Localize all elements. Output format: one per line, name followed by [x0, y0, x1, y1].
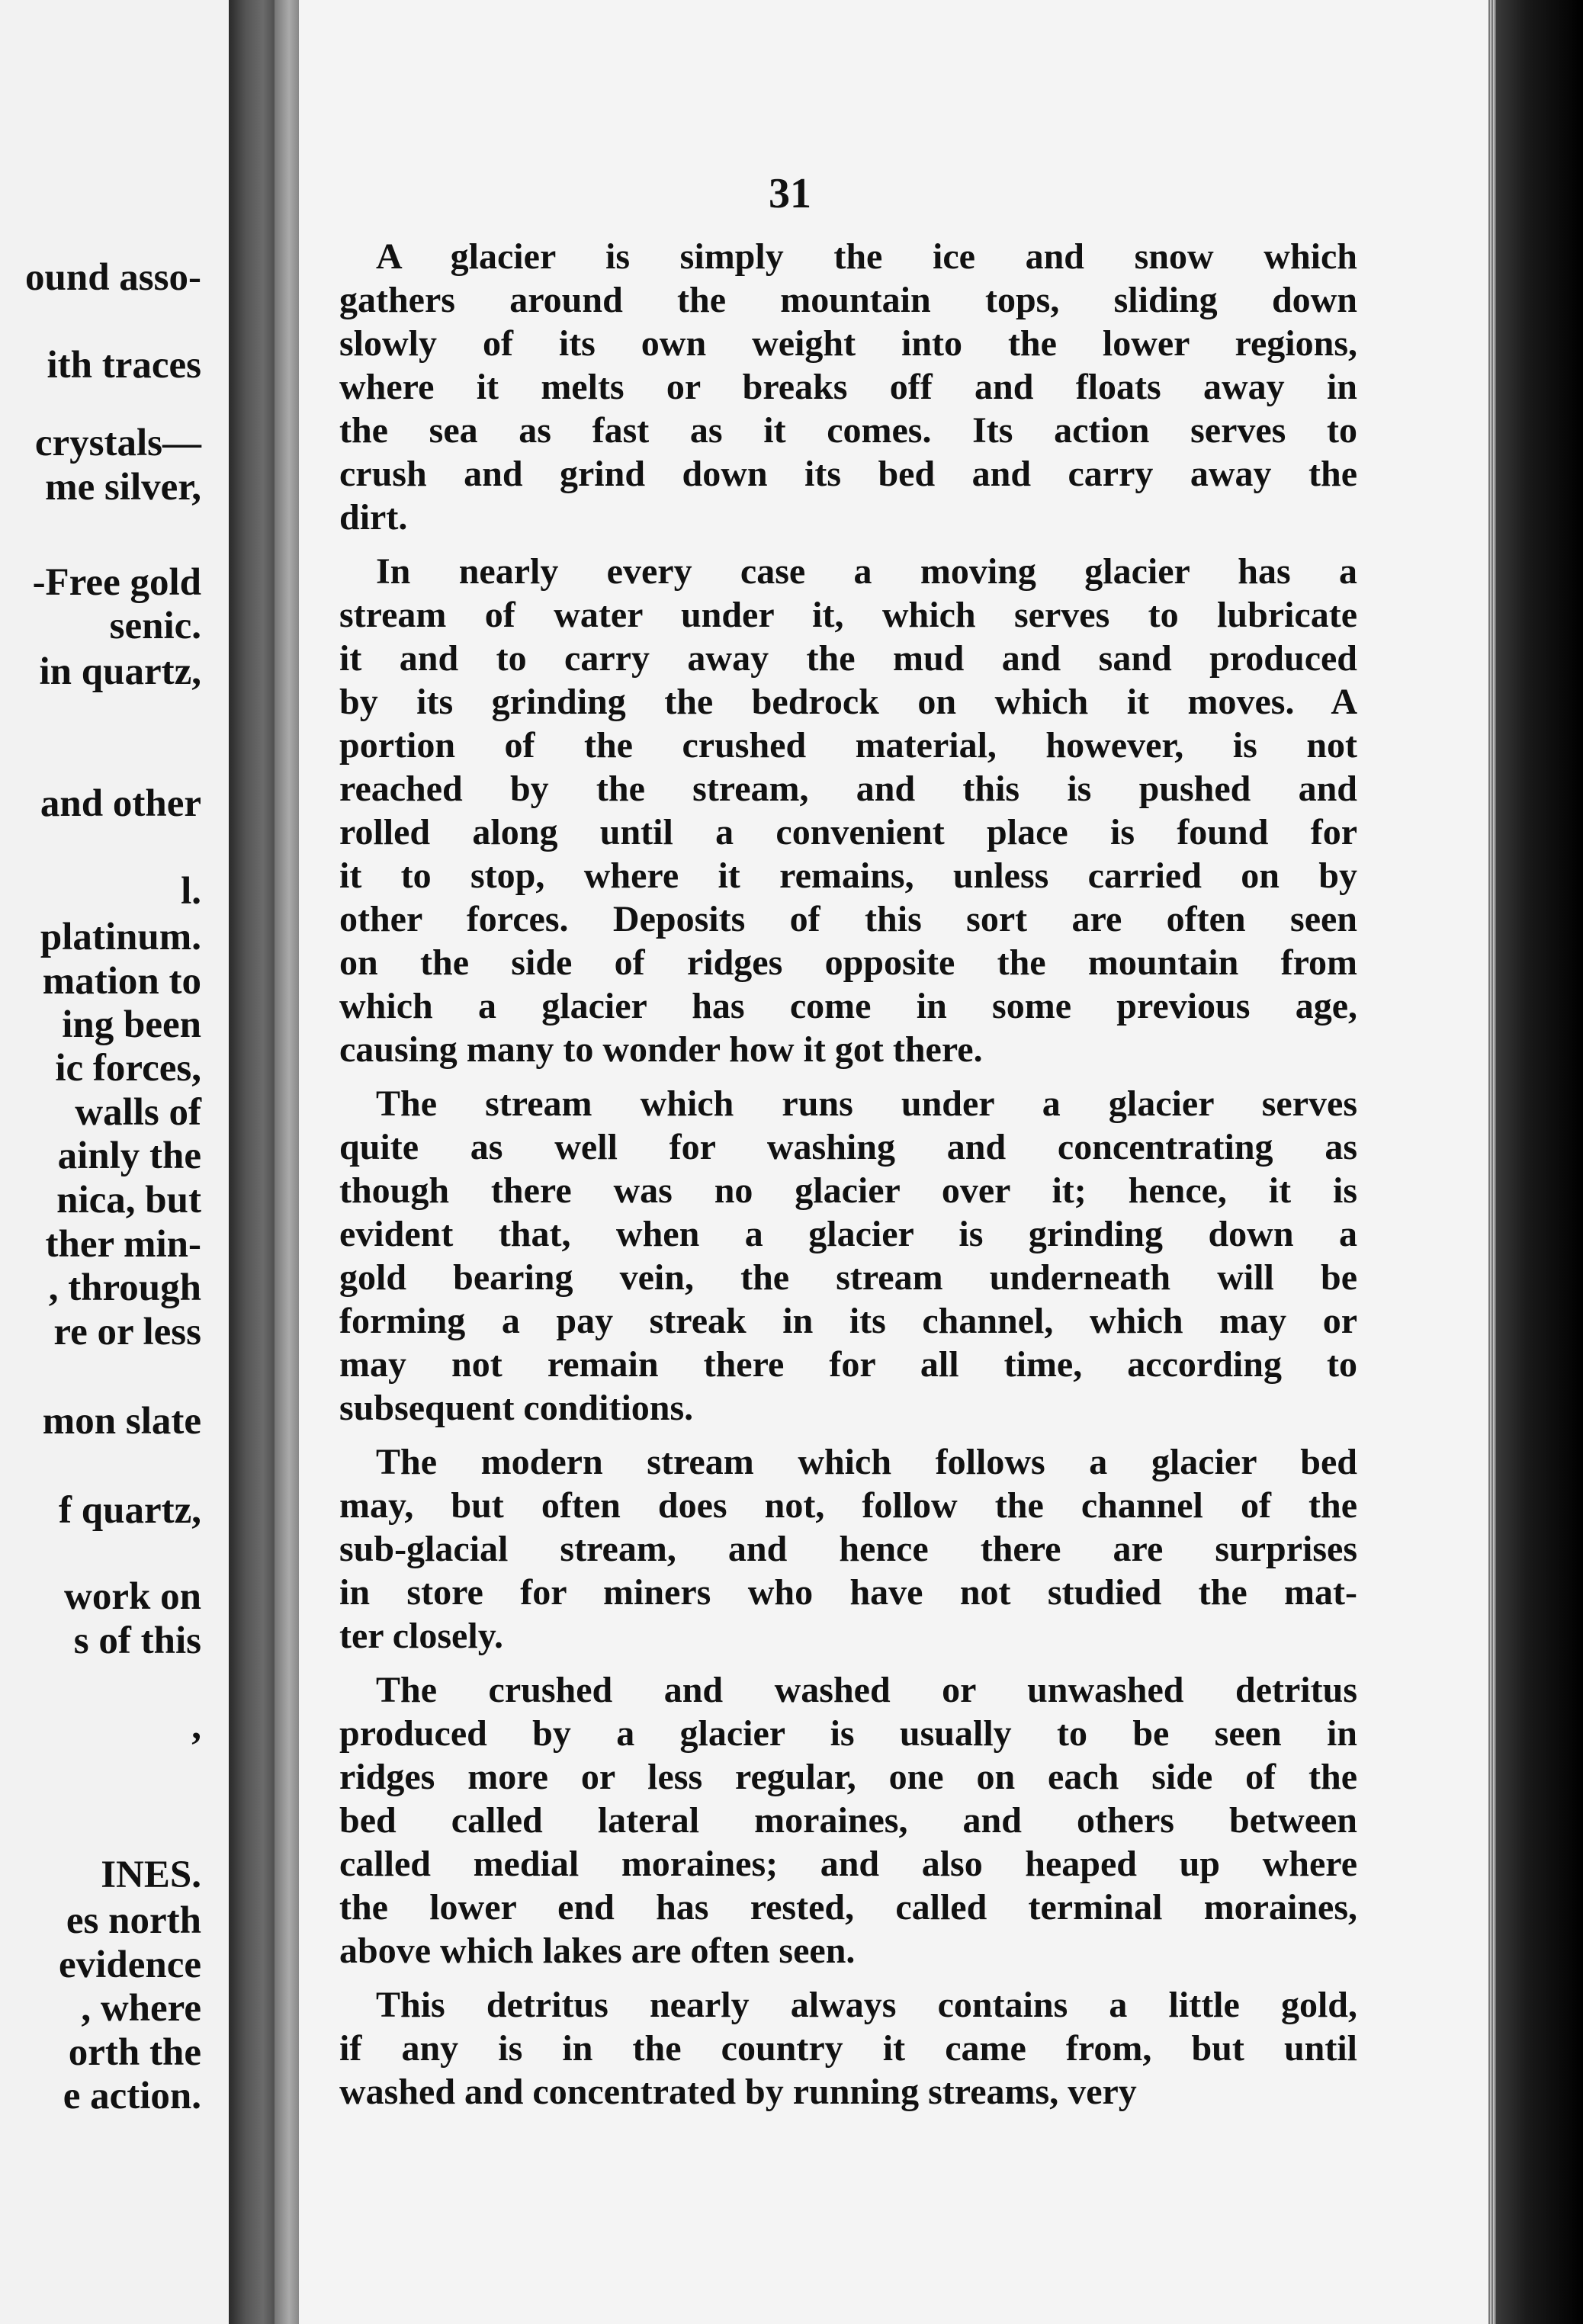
text-line: reached by the stream, and this is pushed and — [339, 769, 1357, 809]
text-line: other forces. Deposits of this sort are often seen — [339, 899, 1357, 939]
left-page-line: ainly the — [57, 1135, 201, 1177]
text-line: it to stop, where it remains, unless carried on by — [339, 855, 1357, 896]
left-page-line: l. — [181, 870, 201, 913]
text-line: bed called lateral moraines, and others between — [339, 1800, 1357, 1841]
text-line: above which lakes are often seen. — [339, 1931, 856, 1971]
left-page-line: in quartz, — [39, 650, 201, 693]
text-line: by its grinding the bedrock on which it moves. A — [339, 682, 1357, 722]
left-page-line: f quartz, — [59, 1489, 201, 1532]
left-page-line: orth the — [68, 2031, 201, 2074]
text-line: The modern stream which follows a glacier bed — [376, 1442, 1357, 1482]
paragraph — [339, 1440, 1357, 1658]
paragraph — [339, 550, 1357, 1071]
left-page-line: senic. — [109, 605, 201, 647]
text-line: portion of the crushed material, however, is not — [339, 725, 1357, 766]
text-line: the lower end has rested, called terminal moraines, — [339, 1887, 1357, 1928]
left-page-line: , through — [48, 1266, 201, 1309]
left-page-line: ing been — [62, 1003, 201, 1046]
text-line: rolled along until a convenient place is found for — [339, 812, 1357, 852]
text-line: This detritus nearly always contains a little gold, — [376, 1985, 1357, 2025]
left-page-line: and other — [40, 782, 201, 825]
text-line: sub-glacial stream, and hence there are surprises — [339, 1529, 1357, 1569]
text-line: in store for miners who have not studied the mat- — [339, 1572, 1357, 1613]
text-line: called medial moraines; and also heaped up where — [339, 1844, 1357, 1884]
left-page-line: nica, but — [56, 1179, 201, 1221]
left-facing-page — [0, 0, 229, 2324]
left-page-line: me silver, — [45, 466, 201, 509]
left-page-line: , — [191, 1705, 201, 1748]
paragraph — [339, 1983, 1357, 2114]
text-line: though there was no glacier over it; hence, it is — [339, 1170, 1357, 1211]
text-line: The stream which runs under a glacier serves — [376, 1083, 1357, 1124]
left-page-line: INES. — [101, 1854, 201, 1896]
left-page-line: platinum. — [40, 916, 201, 958]
left-page-line: crystals— — [34, 422, 201, 464]
left-page-line: ound asso- — [24, 256, 201, 299]
left-page-line: mon slate — [42, 1400, 201, 1443]
text-line: gathers around the mountain tops, sliding down — [339, 280, 1357, 320]
left-page-line: ic forces, — [55, 1047, 201, 1090]
text-line: In nearly every case a moving glacier has a — [376, 551, 1357, 592]
left-page-line: ith traces — [47, 344, 201, 387]
left-page-line: work on — [64, 1575, 201, 1618]
text-line: quite as well for washing and concentrating as — [339, 1127, 1357, 1167]
text-line: forming a pay streak in its channel, which may or — [339, 1301, 1357, 1341]
text-line: the sea as fast as it comes. Its action serves to — [339, 410, 1357, 451]
gutter-highlight — [275, 0, 299, 2324]
left-page-line: evidence — [59, 1944, 201, 1986]
text-line: may not remain there for all time, according to — [339, 1344, 1357, 1385]
text-line: where it melts or breaks off and floats away in — [339, 367, 1357, 407]
paragraph — [339, 1082, 1357, 1430]
text-line: on the side of ridges opposite the mountain from — [339, 942, 1357, 983]
text-line: evident that, when a glacier is grinding down a — [339, 1214, 1357, 1254]
right-margin-shadow — [1496, 0, 1583, 2324]
left-page-line: es north — [66, 1899, 201, 1942]
left-page-line: s of this — [73, 1619, 201, 1662]
left-page-line: mation to — [42, 960, 201, 1003]
left-page-line: re or less — [53, 1311, 201, 1353]
paragraph — [339, 1668, 1357, 1973]
left-page-line: , where — [81, 1987, 201, 2030]
text-line: which a glacier has come in some previous age, — [339, 986, 1357, 1026]
text-line: causing many to wonder how it got there. — [339, 1029, 983, 1070]
text-line: dirt. — [339, 497, 408, 538]
text-line: produced by a glacier is usually to be seen in — [339, 1713, 1357, 1754]
text-line: A glacier is simply the ice and snow which — [376, 236, 1357, 277]
text-line: subsequent conditions. — [339, 1388, 694, 1428]
text-line: it and to carry away the mud and sand produced — [339, 638, 1357, 679]
text-line: washed and concentrated by running streams, very — [339, 2072, 1137, 2112]
text-line: stream of water under it, which serves to lubricate — [339, 595, 1357, 635]
left-page-line: walls of — [75, 1091, 201, 1134]
paragraph — [339, 235, 1357, 539]
page-number: 31 — [769, 170, 811, 217]
text-line: The crushed and washed or unwashed detritus — [376, 1670, 1357, 1710]
left-page-line: ther min- — [45, 1223, 201, 1266]
left-page-line: e action. — [63, 2075, 201, 2117]
text-line: gold bearing vein, the stream underneath will be — [339, 1257, 1357, 1298]
text-line: ridges more or less regular, one on each side of the — [339, 1757, 1357, 1797]
text-line: crush and grind down its bed and carry away the — [339, 454, 1357, 494]
text-line: may, but often does not, follow the channel of the — [339, 1485, 1357, 1526]
text-line: slowly of its own weight into the lower regions, — [339, 323, 1357, 364]
body-text — [339, 235, 1357, 2124]
text-line: if any is in the country it came from, but until — [339, 2028, 1357, 2069]
left-page-line: -Free gold — [32, 561, 201, 604]
text-line: ter closely. — [339, 1616, 504, 1656]
